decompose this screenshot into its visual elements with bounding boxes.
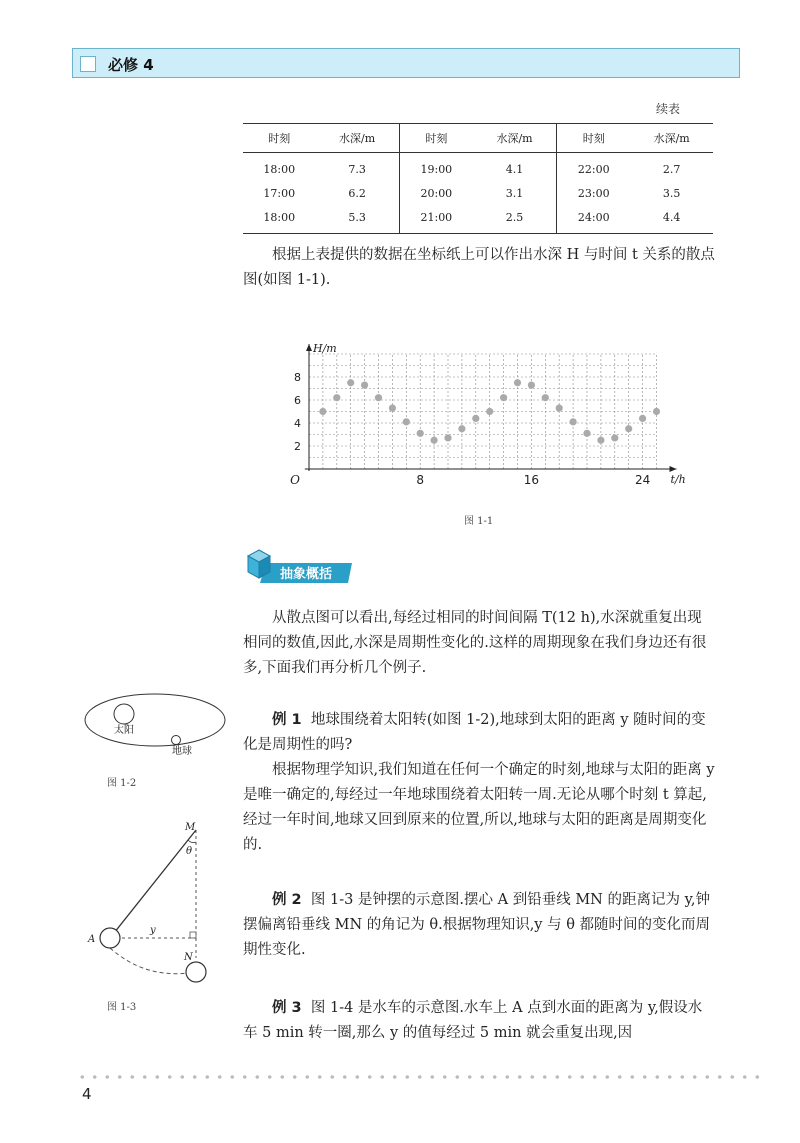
table-row [243,181,713,205]
example-3-text: 图 1-4 是水车的示意图.水车上 A 点到水面的距离为 y,假设水车 5 min 转一圈,那么 y 的值每经过 5 min 就会重复出现,因 [243,1000,703,1041]
figure-caption-1-2: 图 1-2 [107,778,137,789]
section-title: 抽象概括 [280,567,333,582]
data-point [542,394,549,401]
header-title: 必修 4 [108,56,154,74]
example-1-question: 地球围绕着太阳转(如图 1-2),地球到太阳的距离 y 随时间的变化是周期性的吗? [243,712,706,753]
table-cell: 21:00 [420,210,453,224]
sun-label: 太阳 [114,725,134,736]
example-2 [243,888,715,963]
earth-label: 地球 [172,746,192,757]
summary-paragraph: 从散点图可以看出,每经过相同的时间间隔 T(12 h),水深就重复出现相同的数值,因此,水深是周期性变化的.这样的周期现象在我们身边还有很多,下面我们再分析几个例子. [243,610,707,676]
data-point [500,394,507,401]
bob-N [186,962,206,982]
table-cell: 23:00 [577,186,610,200]
data-point [611,434,618,441]
y-axis-arrow [306,344,312,351]
x-tick-label: 8 [416,473,425,487]
swing-arc [110,948,188,974]
header-bar [72,48,740,78]
table-cell: 2.7 [662,162,681,176]
table-caption: 续表 [656,102,681,116]
table-cell: 7.3 [315,153,399,182]
earth-circle [172,736,181,745]
table-row [243,153,713,182]
data-point [472,415,479,422]
table-cell: 2.5 [473,205,557,234]
example-1-question-line [243,708,715,758]
data-point [639,415,646,422]
example-2-label: 例 2 [272,892,302,908]
pendulum-diagram [84,818,214,993]
example-1-answer: 根据物理学知识,我们知道在任何一个确定的时刻,地球与太阳的距离 y 是唯一确定的,每经过一年地球围绕着太阳转一周.无论从哪个时刻 t 算起,经过一年时间,地球又回到原来的位置,所以,地球与太阳的距离是周期变化的. [243,762,715,853]
scatter-chart [285,293,686,503]
y-tick-label: 8 [294,371,301,384]
data-point [431,437,438,444]
x-tick-label: 24 [634,473,651,487]
example-3 [243,996,715,1046]
origin-label: O [290,473,300,487]
data-point [444,434,451,441]
x-axis-label: t/h [670,473,686,486]
col-header: 水深/m [473,124,557,153]
header-square-icon [80,56,96,72]
example-1 [243,708,715,858]
figure-caption-1-3: 图 1-3 [107,1002,137,1013]
data-point [347,379,354,386]
table-row [243,205,713,234]
table-cell: 19:00 [420,162,453,176]
page-number: 4 [82,1085,92,1103]
data-point [486,408,493,415]
table-header-row [243,124,713,153]
label-M: M [185,822,196,833]
col-header: 水深/m [315,124,399,153]
data-point [458,425,465,432]
table-cell: 22:00 [577,162,610,176]
data-point [653,408,660,415]
pendulum-rod [110,830,196,938]
bob-A [100,928,120,948]
table-cell: 5.3 [315,205,399,234]
table-cell: 18:00 [263,210,296,224]
intro-paragraph: 根据上表提供的数据在坐标纸上可以作出水深 H 与时间 t 关系的散点图(如图 1-1). [243,247,715,288]
x-axis-arrow [670,466,677,472]
data-point [319,408,326,415]
orbit-diagram [82,690,232,768]
data-point [403,418,410,425]
cube-icon [248,550,270,578]
y-tick-label: 2 [294,440,301,453]
table-cell: 3.5 [662,186,681,200]
col-header: 时刻 [582,132,605,145]
label-y: y [150,925,156,936]
table-cell: 24:00 [577,210,610,224]
data-point [556,404,563,411]
table-cell: 18:00 [263,162,296,176]
table-cell: 3.1 [473,181,557,205]
data-point [333,394,340,401]
data-point [583,430,590,437]
label-N: N [184,952,193,963]
data-point [375,394,382,401]
footer-dotted-divider [76,1075,760,1079]
example-2-text: 图 1-3 是钟摆的示意图.摆心 A 到铅垂线 MN 的距离记为 y,钟摆偏离铅垂线 MN 的角记为 θ.根据物理知识,y 与 θ 都随时间的变化而周期性变化. [243,892,711,958]
orbit-ellipse [85,694,225,746]
table-cell: 20:00 [420,186,453,200]
label-A: A [88,934,96,945]
depth-table [243,123,713,234]
x-tick-label: 16 [523,473,540,487]
data-point [528,381,535,388]
sun-circle [114,704,134,724]
example-3-label: 例 3 [272,1000,302,1016]
data-point [597,437,604,444]
figure-caption-1-1: 图 1-1 [464,516,494,527]
data-point [417,430,424,437]
angle-arc [188,840,196,843]
y-axis-label: H/m [313,342,337,355]
data-point [361,381,368,388]
data-point [389,404,396,411]
data-point [514,379,521,386]
col-header: 水深/m [653,132,690,145]
right-angle-mark [190,932,196,938]
example-1-label: 例 1 [272,712,302,728]
section-badge [244,547,356,589]
table-cell: 17:00 [263,186,296,200]
label-theta: θ [186,846,193,857]
table-cell: 4.1 [473,153,557,182]
col-header: 时刻 [268,132,291,145]
table-cell: 4.4 [662,210,681,224]
table-cell: 6.2 [315,181,399,205]
y-tick-label: 6 [294,394,301,407]
y-tick-label: 4 [294,417,301,430]
col-header: 时刻 [425,132,448,145]
data-point [625,425,632,432]
data-point [570,418,577,425]
